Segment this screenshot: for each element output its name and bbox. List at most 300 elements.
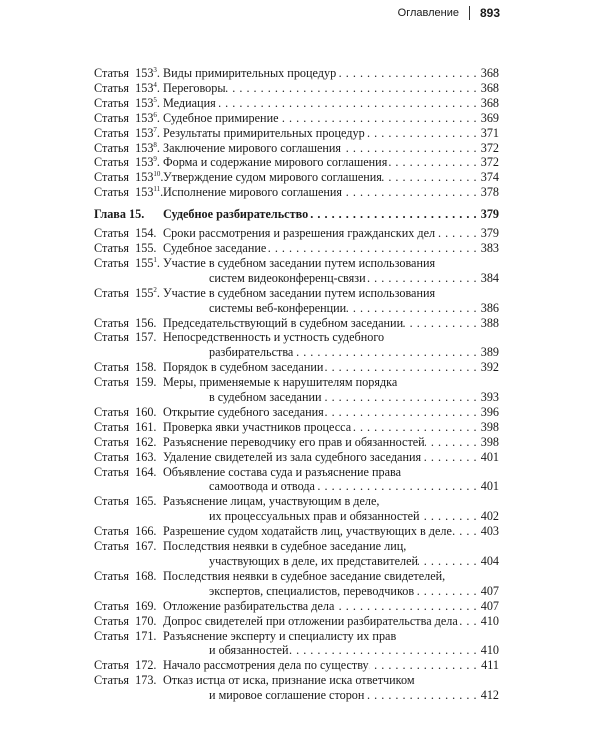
article-word: Статья — [94, 140, 130, 155]
article-number: 161 — [135, 419, 154, 434]
dot-leader — [334, 599, 479, 614]
title-line — [163, 524, 499, 539]
title-line — [163, 316, 499, 331]
title-text: разбирательства — [209, 345, 294, 360]
toc-entry[interactable] — [94, 599, 499, 614]
title-line — [163, 126, 499, 141]
entry-label: Статья 164. — [94, 464, 157, 479]
title-line — [163, 688, 499, 703]
article-number: 153 — [135, 95, 154, 110]
page-ref: 379 — [480, 226, 499, 241]
page-ref: 371 — [480, 125, 499, 140]
dot-leader — [324, 405, 479, 420]
title-text: Судебное разбирательство — [163, 207, 309, 222]
toc-entry[interactable] — [94, 170, 499, 185]
title-text: Судебное заседание — [163, 240, 267, 255]
title-text: их процессуальных прав и обязанностей — [209, 509, 420, 524]
article-word: Статья — [94, 240, 130, 255]
page-ref: 368 — [480, 66, 499, 80]
article-number: 156 — [135, 315, 154, 330]
page-ref: 392 — [480, 360, 499, 375]
dot-leader — [452, 524, 479, 539]
article-number: 155 — [135, 240, 154, 255]
article-number: 153 — [135, 125, 154, 140]
title-text: Проверка явки участников процесса — [163, 419, 352, 434]
page-ref: 383 — [480, 240, 499, 255]
toc-entry[interactable] — [94, 465, 499, 495]
article-word: Статья — [94, 404, 130, 419]
title-line — [163, 170, 499, 185]
toc-entry[interactable] — [94, 316, 499, 331]
title-line — [163, 599, 499, 614]
title-text: Судебное примирение — [163, 110, 279, 125]
toc-entry[interactable] — [94, 286, 499, 316]
title-line — [163, 360, 499, 375]
article-superscript: 10 — [153, 170, 161, 179]
article-word: Статья — [94, 66, 130, 80]
entry-title — [163, 375, 499, 405]
entry-label: Статья 170. — [94, 613, 157, 628]
article-number: 162 — [135, 434, 154, 449]
title-line — [163, 345, 499, 360]
entry-label: Статья 166. — [94, 524, 157, 539]
title-text: Сроки рассмотрения и разрешения гражданских дел — [163, 226, 436, 241]
title-text: Результаты примирительных процедур — [163, 125, 365, 140]
article-number: 165 — [135, 494, 154, 509]
entry-label: Статья $155^1$. — [94, 255, 160, 270]
toc-entry[interactable] — [94, 81, 499, 96]
toc-entry[interactable] — [94, 226, 499, 241]
article-word: Статья — [94, 80, 130, 95]
article-number: 172 — [135, 658, 154, 673]
dot-leader — [458, 614, 479, 629]
entry-label: Статья $155^2$. — [94, 285, 160, 300]
article-superscript: 2 — [153, 285, 157, 294]
toc-entry[interactable] — [94, 66, 499, 81]
article-superscript: 7 — [153, 125, 157, 134]
toc-entry[interactable] — [94, 330, 499, 360]
title-text: Открытие судебного заседания — [163, 404, 324, 419]
article-number: 168 — [135, 568, 154, 583]
page-ref: 402 — [480, 509, 499, 524]
page-ref: 389 — [480, 345, 499, 360]
entry-title — [163, 658, 499, 673]
dot-leader — [351, 420, 479, 435]
title-line — [163, 241, 499, 256]
article-word: Статья — [94, 110, 130, 125]
title-line — [163, 81, 499, 96]
dot-leader — [425, 435, 479, 450]
dot-leader — [365, 126, 479, 141]
entry-label — [94, 207, 163, 222]
page-ref: 401 — [480, 479, 499, 494]
entry-label: Статья 154. — [94, 226, 157, 241]
entry-label: Статья $153^{10}$. — [94, 170, 164, 185]
table-of-contents — [94, 66, 499, 703]
title-line — [163, 509, 499, 524]
page-ref: 378 — [480, 185, 499, 200]
title-line — [163, 450, 499, 465]
entry-label: Статья 163. — [94, 449, 157, 464]
page-ref: 369 — [480, 110, 499, 125]
title-line — [163, 569, 499, 584]
dot-leader — [308, 207, 479, 222]
title-text: экспертов, специалистов, переводчиков — [209, 583, 415, 598]
entry-label: Статья $153^5$. — [94, 95, 160, 110]
dot-leader — [366, 271, 479, 286]
entry-title — [163, 316, 499, 331]
page-ref: 403 — [480, 524, 499, 539]
title-text: Отложение разбирательства дела — [163, 598, 335, 613]
article-word: Статья — [94, 613, 130, 628]
title-line — [163, 226, 499, 241]
entry-label: Статья 156. — [94, 315, 157, 330]
dot-leader — [323, 360, 479, 375]
article-superscript: 3 — [153, 66, 157, 74]
toc-entry[interactable] — [94, 375, 499, 405]
entry-title — [163, 185, 499, 200]
entry-title — [163, 524, 499, 539]
dot-leader — [387, 155, 479, 170]
title-text: Последствия неявки в судебное заседание свидетелей, — [163, 568, 446, 583]
article-number: 171 — [135, 628, 154, 643]
toc-entry[interactable] — [94, 141, 499, 156]
entry-label: Статья 168. — [94, 568, 157, 583]
entry-title — [163, 435, 499, 450]
toc-entry[interactable] — [94, 420, 499, 435]
entry-title — [163, 286, 499, 316]
toc-entry[interactable] — [94, 569, 499, 599]
entry-title — [163, 96, 499, 111]
page-number: 893 — [479, 6, 500, 20]
entry-label: Статья $153^7$. — [94, 125, 160, 140]
entry-title — [163, 226, 499, 241]
title-line — [163, 286, 499, 301]
title-text: и мировое соглашение сторон — [209, 688, 365, 703]
entry-title — [163, 420, 499, 435]
entry-title — [163, 81, 499, 96]
dot-leader — [289, 643, 480, 658]
title-line — [163, 614, 499, 629]
title-text: Виды примирительных процедур — [163, 66, 337, 80]
title-text: Непосредственность и устность судебного — [163, 330, 385, 345]
entry-title — [163, 673, 499, 703]
entry-label: Статья $153^8$. — [94, 140, 160, 155]
header-divider — [469, 6, 470, 20]
entry-title — [163, 141, 499, 156]
article-word: Статья — [94, 155, 130, 170]
toc-entry[interactable] — [94, 360, 499, 375]
title-line — [163, 465, 499, 480]
title-text: систем видеоконференц-связи — [209, 270, 366, 285]
article-word: Статья — [94, 315, 130, 330]
toc-entry[interactable] — [94, 111, 499, 126]
toc-entry[interactable] — [94, 494, 499, 524]
entry-title — [163, 629, 499, 659]
title-line — [163, 420, 499, 435]
title-line — [163, 435, 499, 450]
article-word: Статья — [94, 185, 130, 200]
toc-entry[interactable] — [94, 673, 499, 703]
entry-label: Статья $153^3$. — [94, 66, 160, 80]
article-superscript: 9 — [153, 155, 157, 164]
toc-entry[interactable] — [94, 450, 499, 465]
entry-label: Статья $153^9$. — [94, 155, 160, 170]
title-line — [163, 185, 499, 200]
article-number: 167 — [135, 539, 154, 554]
dot-leader — [346, 301, 479, 316]
entry-label: Статья 155. — [94, 240, 157, 255]
article-number: 153 — [135, 170, 154, 185]
entry-title — [163, 539, 499, 569]
page-ref: 368 — [480, 80, 499, 95]
title-text: Исполнение мирового соглашения — [163, 185, 343, 200]
toc-entry[interactable] — [94, 256, 499, 286]
title-line — [163, 301, 499, 316]
article-word: Статья — [94, 330, 130, 345]
title-text: Утверждение судом мирового соглашения — [163, 170, 382, 185]
article-word: Статья — [94, 673, 130, 688]
article-word: Статья — [94, 170, 130, 185]
toc-entry[interactable] — [94, 185, 499, 200]
title-text: Допрос свидетелей при отложении разбирательства дела — [163, 613, 458, 628]
article-word: Статья — [94, 628, 130, 643]
dot-leader — [435, 226, 479, 241]
chapter-number: Глава 15. — [94, 207, 145, 222]
entry-label: Статья 161. — [94, 419, 157, 434]
page-ref: 407 — [480, 583, 499, 598]
dot-leader — [266, 241, 479, 256]
title-line — [163, 375, 499, 390]
article-superscript: 6 — [153, 110, 157, 119]
article-number: 173 — [135, 673, 154, 688]
dot-leader — [403, 316, 479, 331]
title-text: Разъяснение эксперту и специалисту их прав — [163, 628, 397, 643]
entry-title — [163, 614, 499, 629]
page-ref: 411 — [481, 658, 499, 673]
entry-title — [163, 207, 499, 222]
dot-leader — [414, 584, 479, 599]
entry-label: Статья 160. — [94, 404, 157, 419]
dot-leader — [421, 450, 479, 465]
article-number: 153 — [135, 140, 154, 155]
article-word: Статья — [94, 568, 130, 583]
page-ref: 384 — [480, 270, 499, 285]
title-line — [163, 330, 499, 345]
entry-label: Статья 172. — [94, 658, 157, 673]
title-text: в судебном заседании — [209, 390, 322, 405]
article-word: Статья — [94, 419, 130, 434]
dot-leader — [369, 658, 479, 673]
dot-leader — [341, 141, 479, 156]
article-word: Статья — [94, 539, 130, 554]
title-line — [163, 494, 499, 509]
title-line — [163, 155, 499, 170]
entry-label: Статья 157. — [94, 330, 157, 345]
dot-leader — [342, 185, 479, 200]
article-word: Статья — [94, 434, 130, 449]
article-number: 164 — [135, 464, 154, 479]
article-number: 157 — [135, 330, 154, 345]
entry-title — [163, 66, 499, 81]
entry-label: Статья $153^{11}$. — [94, 185, 164, 200]
title-text: Порядок в судебном заседании — [163, 360, 324, 375]
dot-leader — [226, 81, 479, 96]
toc-entry[interactable] — [94, 435, 499, 450]
article-word: Статья — [94, 598, 130, 613]
article-number: 163 — [135, 449, 154, 464]
title-text: Последствия неявки в судебное заседание лиц, — [163, 539, 407, 554]
entry-title — [163, 599, 499, 614]
title-line — [163, 96, 499, 111]
toc-entry[interactable] — [94, 155, 499, 170]
entry-title — [163, 494, 499, 524]
page-ref: 407 — [480, 598, 499, 613]
title-line — [163, 390, 499, 405]
section-title: Оглавление — [397, 7, 459, 19]
title-line — [163, 629, 499, 644]
entry-label: Статья 167. — [94, 539, 157, 554]
entry-title — [163, 330, 499, 360]
title-text: Председательствующий в судебном заседании — [163, 315, 404, 330]
title-text: Участие в судебном заседании путем использования — [163, 255, 436, 270]
article-word: Статья — [94, 285, 130, 300]
title-text: Участие в судебном заседании путем использования — [163, 285, 436, 300]
page-ref: 368 — [480, 95, 499, 110]
dot-leader — [382, 170, 479, 185]
article-word: Статья — [94, 375, 130, 390]
entry-title — [163, 256, 499, 286]
article-superscript: 1 — [153, 255, 157, 264]
title-text: Разрешение судом ходатайств лиц, участвующих в деле — [163, 524, 452, 539]
entry-title — [163, 155, 499, 170]
entry-label: Статья $153^4$. — [94, 80, 160, 95]
article-number: 158 — [135, 360, 154, 375]
title-text: участвующих в деле, их представителей — [209, 554, 418, 568]
toc-entry[interactable] — [94, 96, 499, 111]
entry-label: Статья 162. — [94, 434, 157, 449]
dot-leader — [279, 111, 479, 126]
article-word: Статья — [94, 449, 130, 464]
dot-leader — [364, 688, 479, 703]
entry-title — [163, 569, 499, 599]
dot-leader — [216, 96, 479, 111]
title-text: самоотвода и отвода — [209, 479, 315, 494]
page-ref: 396 — [480, 404, 499, 419]
title-text: Отказ истца от иска, признание иска ответчиком — [163, 673, 415, 688]
entry-label: Статья 158. — [94, 360, 157, 375]
toc-entry[interactable] — [94, 629, 499, 659]
page-ref: 393 — [480, 390, 499, 405]
page-ref: 398 — [480, 434, 499, 449]
page-ref: 372 — [480, 140, 499, 155]
article-superscript: 8 — [153, 140, 157, 149]
title-line — [163, 66, 499, 81]
title-line — [163, 539, 499, 554]
toc-entry[interactable] — [94, 126, 499, 141]
article-number: 153 — [135, 66, 154, 80]
title-line — [163, 554, 499, 569]
title-line — [163, 207, 499, 222]
article-word: Статья — [94, 125, 130, 140]
title-text: Заключение мирового соглашения — [163, 140, 342, 155]
entry-title — [163, 450, 499, 465]
toc-entry[interactable] — [94, 658, 499, 673]
title-text: Меры, применяемые к нарушителям порядка — [163, 375, 398, 390]
title-line — [163, 256, 499, 271]
toc-entry[interactable] — [94, 614, 499, 629]
dot-leader — [336, 66, 479, 81]
article-number: 153 — [135, 155, 154, 170]
page-ref: 412 — [480, 688, 499, 703]
title-line — [163, 479, 499, 494]
entry-label: Статья 173. — [94, 673, 157, 688]
article-word: Статья — [94, 494, 130, 509]
page-ref: 404 — [480, 554, 499, 568]
title-text: и обязанностей — [209, 643, 289, 658]
toc-entry[interactable] — [94, 539, 499, 569]
article-number: 169 — [135, 598, 154, 613]
article-number: 153 — [135, 80, 154, 95]
article-word: Статья — [94, 658, 130, 673]
article-superscript: 5 — [153, 95, 157, 104]
page-ref: 372 — [480, 155, 499, 170]
article-number: 154 — [135, 226, 154, 241]
dot-leader — [420, 509, 479, 524]
page-ref: 388 — [480, 315, 499, 330]
title-text: Начало рассмотрения дела по существу — [163, 658, 369, 673]
article-number: 159 — [135, 375, 154, 390]
title-text: Переговоры — [163, 80, 226, 95]
title-text: Разъяснение переводчику его прав и обязанностей — [163, 434, 425, 449]
title-text: Форма и содержание мирового соглашения — [163, 155, 388, 170]
page-ref: 379 — [480, 207, 499, 222]
toc-chapter[interactable] — [94, 207, 499, 222]
article-number: 155 — [135, 285, 154, 300]
article-word: Статья — [94, 360, 130, 375]
page-ref: 410 — [480, 643, 499, 658]
title-line — [163, 658, 499, 673]
title-text: Объявление состава суда и разъяснение права — [163, 464, 402, 479]
article-number: 160 — [135, 404, 154, 419]
title-text: Разъяснение лицам, участвующим в деле, — [163, 494, 380, 509]
title-text: системы веб-конференции — [209, 300, 347, 315]
title-text: Удаление свидетелей из зала судебного заседания — [163, 449, 422, 464]
page-ref: 386 — [480, 300, 499, 315]
dot-leader — [315, 479, 479, 494]
running-header — [398, 6, 500, 20]
entry-label: Статья $153^6$. — [94, 110, 160, 125]
toc-entry[interactable] — [94, 524, 499, 539]
article-word: Статья — [94, 255, 130, 270]
article-number: 170 — [135, 613, 154, 628]
article-superscript: 11 — [153, 185, 161, 194]
article-number: 166 — [135, 524, 154, 539]
page-ref: 398 — [480, 419, 499, 434]
article-word: Статья — [94, 524, 130, 539]
article-superscript: 4 — [153, 80, 157, 89]
toc-entry[interactable] — [94, 405, 499, 420]
toc-entry[interactable] — [94, 241, 499, 256]
entry-title — [163, 126, 499, 141]
entry-label: Статья 169. — [94, 598, 157, 613]
title-line — [163, 673, 499, 688]
entry-title — [163, 170, 499, 185]
title-line — [163, 111, 499, 126]
title-line — [163, 643, 499, 658]
article-word: Статья — [94, 95, 130, 110]
entry-title — [163, 465, 499, 495]
